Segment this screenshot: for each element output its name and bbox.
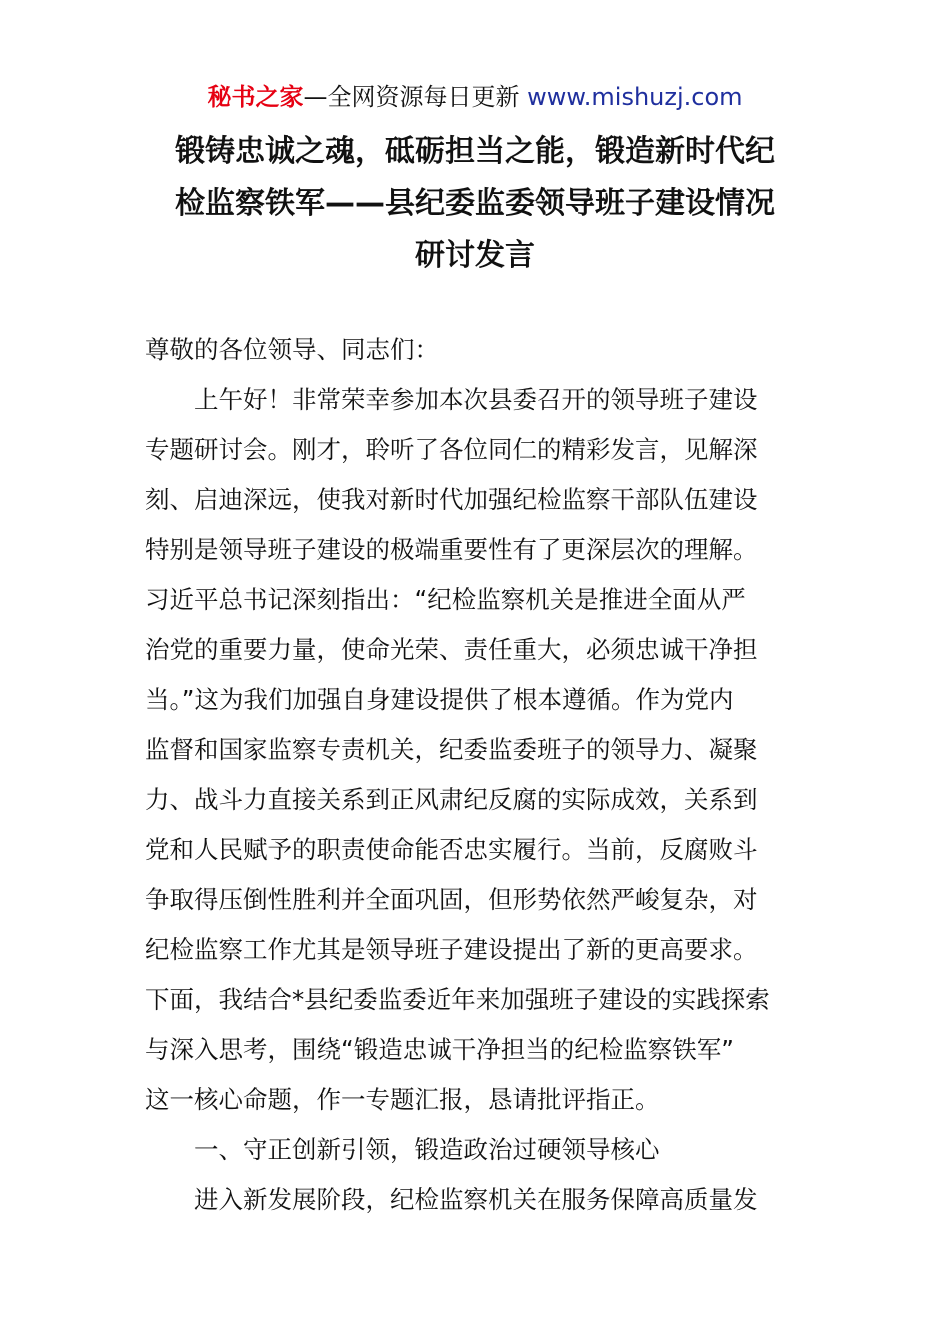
header-tagline: —全网资源每日更新 bbox=[303, 83, 528, 111]
paragraph-line: 进入新发展阶段，纪检监察机关在服务保障高质量发 bbox=[194, 1185, 758, 1214]
salutation: 尊敬的各位领导、同志们： bbox=[145, 335, 439, 364]
paragraph-line: 专题研讨会。刚才，聆听了各位同仁的精彩发言，见解深 bbox=[145, 435, 758, 464]
paragraph-line: 上午好！非常荣幸参加本次县委召开的领导班子建设 bbox=[194, 385, 758, 414]
paragraph-line: 纪检监察工作尤其是领导班子建设提出了新的更高要求。 bbox=[145, 935, 758, 964]
paragraph-line: 当。”这为我们加强自身建设提供了根本遵循。作为党内 bbox=[145, 685, 734, 714]
paragraph-line: 与深入思考，围绕“锻造忠诚干净担当的纪检监察铁军” bbox=[145, 1035, 734, 1064]
paragraph-line: 下面，我结合*县纪委监委近年来加强班子建设的实践探索 bbox=[145, 985, 770, 1014]
paragraph-line: 治党的重要力量，使命光荣、责任重大，必须忠诚干净担 bbox=[145, 635, 758, 664]
site-header-banner bbox=[0, 80, 950, 114]
paragraph-line: 刻、启迪深远，使我对新时代加强纪检监察干部队伍建设 bbox=[145, 485, 758, 514]
section-heading: 一、守正创新引领，锻造政治过硬领导核心 bbox=[194, 1135, 660, 1164]
paragraph-line: 力、战斗力直接关系到正风肃纪反腐的实际成效，关系到 bbox=[145, 785, 758, 814]
paragraph-line: 争取得压倒性胜利并全面巩固，但形势依然严峻复杂，对 bbox=[145, 885, 758, 914]
brand-name: 秘书之家 bbox=[207, 83, 304, 111]
title-line: 锻铸忠诚之魂，砥砺担当之能，锻造新时代纪 bbox=[175, 134, 775, 169]
paragraph-line: 监督和国家监察专责机关，纪委监委班子的领导力、凝聚 bbox=[145, 735, 758, 764]
title-line: 研讨发言 bbox=[415, 238, 535, 273]
site-url-link[interactable]: www.mishuzj.com bbox=[527, 83, 743, 111]
title-line: 检监察铁军——县纪委监委领导班子建设情况 bbox=[175, 186, 775, 221]
document-body bbox=[145, 325, 810, 1225]
paragraph-line: 这一核心命题，作一专题汇报，恳请批评指正。 bbox=[145, 1085, 660, 1114]
document-title bbox=[120, 126, 830, 282]
paragraph-line: 习近平总书记深刻指出：“纪检监察机关是推进全面从严 bbox=[145, 585, 746, 614]
paragraph-line: 党和人民赋予的职责使命能否忠实履行。当前，反腐败斗 bbox=[145, 835, 758, 864]
paragraph-line: 特别是领导班子建设的极端重要性有了更深层次的理解。 bbox=[145, 535, 758, 564]
